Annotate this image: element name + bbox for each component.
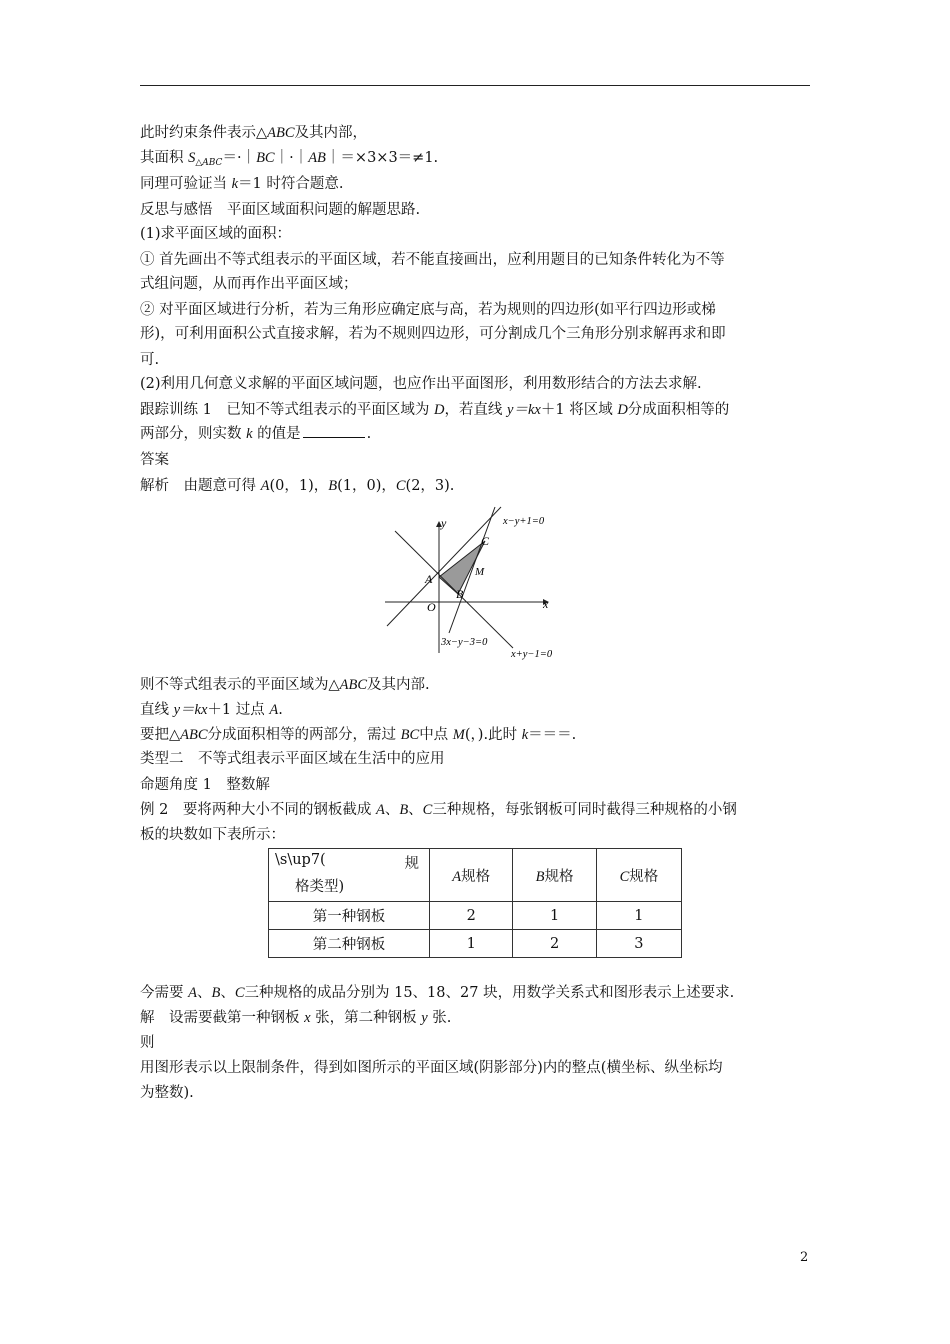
col-header-a: A规格 (430, 849, 513, 902)
x-axis-label: x (543, 597, 549, 611)
col-header-b: B规格 (513, 849, 596, 902)
answer-blank (303, 425, 365, 438)
origin-label: O (427, 600, 436, 614)
text-line: 则 (140, 1035, 155, 1051)
exercise-line: 两部分，则实数 k 的值是 . (140, 426, 372, 442)
page-number: 2 (800, 1250, 809, 1265)
region-figure (383, 505, 573, 665)
text-line: (1)求平面区域的面积： (140, 226, 292, 242)
text-line: 形)，可利用面积公式直接求解，若为不规则四边形，可分割成几个三角形分别求解再求和即 (140, 326, 726, 342)
header-rule (140, 85, 810, 86)
text-line: 此时约束条件表示△ABC及其内部， (140, 125, 368, 141)
text-line: (2)利用几何意义求解的平面区域问题，也应作出平面图形，利用数形结合的方法去求解. (140, 376, 702, 392)
text-line: 式组问题，从而再作出平面区域； (140, 276, 358, 292)
point-b-label: B (456, 587, 464, 601)
line3-label: x+y−1=0 (511, 649, 553, 660)
point-a-label: A (425, 572, 433, 586)
text-line: 直线 y＝kx＋1 过点 A. (140, 702, 283, 718)
subsection-heading: 命题角度 1 整数解 (140, 777, 270, 793)
text-line: 可. (140, 352, 160, 368)
table-corner-cell: \s\up7( 规 格类型) (269, 849, 430, 902)
text-line: 为整数). (140, 1085, 194, 1101)
text-line: 则不等式组表示的平面区域为△ABC及其内部. (140, 677, 430, 693)
table-header-row (269, 849, 682, 902)
text-line: 要把△ABC分成面积相等的两部分，需过 BC中点 M(，).此时 k＝＝＝. (140, 727, 577, 743)
text-line: 用图形表示以上限制条件，得到如图所示的平面区域(阴影部分)内的整点(横坐标、纵坐标均 (140, 1060, 723, 1076)
section-heading: 类型二 不等式组表示平面区域在生活中的应用 (140, 751, 445, 767)
text-line: 同理可验证当 k＝1 时符合题意. (140, 176, 344, 192)
area-formula-line: 其面积 $S_{\triangle ABC}=\cdot|BC|\cdot|AB|=\times 3\times 3=\ne 1$. (140, 150, 439, 168)
reflection-heading: 反思与感悟 平面区域面积问题的解题思路. (140, 202, 421, 218)
answer-label: 答案 (140, 452, 169, 468)
line2-label: 3x−y−3=0 (441, 637, 488, 648)
table-row: 第一种钢板 2 1 1 (269, 902, 682, 930)
text-line: ② 对平面区域进行分析，若为三角形应确定底与高，若为规则的四边形(如平行四边形或梯 (140, 302, 716, 318)
solution-line: 解 设需要截第一种钢板 x 张，第二种钢板 y 张. (140, 1010, 452, 1026)
line1-label: x−y+1=0 (503, 516, 545, 527)
example-line: 例 2 要将两种大小不同的钢板截成 A、B、C三种规格，每张钢板可同时截得三种规格的小钢 (140, 802, 737, 818)
text-line: 今需要 A、B、C三种规格的成品分别为 15、18、27 块，用数学关系式和图形表示上述要求. (140, 985, 735, 1001)
y-axis-label: y (441, 516, 447, 530)
text-line: ① 首先画出不等式组表示的平面区域，若不能直接画出，应利用题目的已知条件转化为不等 (140, 252, 725, 268)
analysis-line: 解析 由题意可得 A(0，1)，B(1，0)，C(2，3). (140, 478, 455, 494)
col-header-c: C规格 (596, 849, 681, 902)
point-m-label: M (475, 566, 485, 578)
table-row: 第二种钢板 1 2 3 (269, 930, 682, 958)
text-line: 板的块数如下表所示： (140, 827, 285, 843)
exercise-line: 跟踪训练 1 已知不等式组表示的平面区域为 D，若直线 y＝kx＋1 将区域 D分成面积相等的 (140, 402, 730, 418)
steel-plate-table (268, 848, 682, 958)
point-c-label: C (481, 534, 490, 548)
line-x-plus-y-minus-1 (395, 531, 513, 648)
